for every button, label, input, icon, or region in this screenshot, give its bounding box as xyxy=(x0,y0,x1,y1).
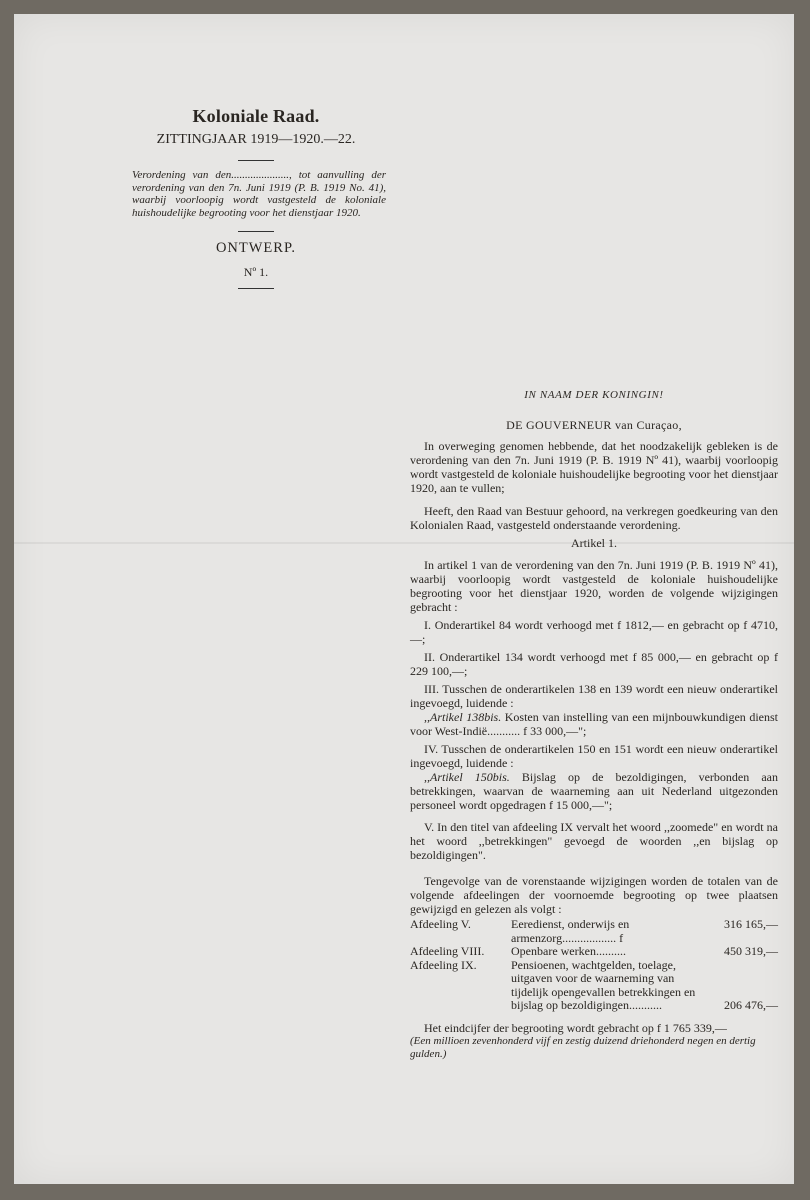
department-amount: 206 476,— xyxy=(724,998,778,1012)
document-page xyxy=(14,14,794,1184)
invocation: IN NAAM DER KONINGIN! xyxy=(524,389,664,401)
department-amount: 450 319,— xyxy=(724,944,778,958)
department-name: Afdeeling IX. xyxy=(410,957,477,972)
budget-total: Het eindcijfer der begrooting wordt gebracht op f 1 765 339,— xyxy=(424,1020,727,1035)
article-138bis-text: Kosten van instelling van een mijnbouwkundigen dienst voor West-Indië........... f 33 000,—"; xyxy=(410,710,778,738)
department-name: Afdeeling V. xyxy=(410,917,471,931)
department-amount: 316 165,— xyxy=(724,917,778,931)
article-intro: In artikel 1 van de verordening van den 7n. Juni 1919 (P. B. 1919 Nº 41), waarbij voorloopig wordt vastgesteld de koloniale huishoudelijke begrooting voor het dienstjaar 1920, worden de volgende wijzigingen gebracht : xyxy=(410,558,778,614)
department-description: Eeredienst, onderwijs en armenzorg.................. f xyxy=(511,917,630,945)
council-title: Koloniale Raad. xyxy=(192,106,320,126)
department-name: Afdeeling VIII. xyxy=(410,944,485,958)
amendment-v: V. In den titel van afdeeling IX vervalt het woord ,,zoomede" en wordt na het woord ,,betrekkingen" gevoegd de woorden ,,en bijslag op bezoldigingen". xyxy=(410,820,778,862)
article-150bis-label: ,,Artikel 150bis. xyxy=(424,770,510,784)
divider xyxy=(238,160,274,161)
amendment-i: I. Onderartikel 84 wordt verhoogd met f 1812,— en gebracht op f 4710,—; xyxy=(410,618,778,646)
draft-label: ONTWERP. xyxy=(215,240,297,256)
heard-paragraph: Heeft, den Raad van Bestuur gehoord, na verkregen goedkeuring van den Kolonialen Raad, vastgesteld onderstaande verordening. xyxy=(410,504,778,532)
department-totals-table xyxy=(410,918,778,1013)
header-block xyxy=(122,106,390,297)
session-year: ZITTINGJAAR 1919—1920.—22. xyxy=(156,132,356,147)
department-description: Pensioenen, wachtgelden, toelage, uitgaven voor de waarneming van tijdelijk opengevallen betrekkingen en bijslag op bezoldigingen........... xyxy=(511,957,696,1012)
considering-paragraph: In overweging genomen hebbende, dat het noodzakelijk gebleken is de verordening van den 7n. Juni 1919 (P. B. 1919 Nº 41), waarbij voorloopig wordt vastgesteld de koloniale huishoudelijke begrooting voor het dienstjaar 1920, aan te vullen; xyxy=(410,439,778,495)
budget-total-words: (Een millioen zevenhonderd vijf en zestig duizend driehonderd negen en dertig gulden.) xyxy=(410,1034,756,1060)
table-row xyxy=(410,918,778,945)
amendment-iii-text xyxy=(410,710,778,738)
divider xyxy=(238,288,274,289)
consequence-paragraph: Tengevolge van de vorenstaande wijzigingen worden de totalen van de volgende afdeelingen der voornoemde begrooting op twee plaatsen gewijzigd en gelezen als volgt : xyxy=(410,874,778,916)
article-150bis-text: Bijslag op de bezoldigingen, verbonden aan betrekkingen, waarvan de waarneming aan uit Nederland uitgezonden personeel wordt opgedragen f 15 000,—"; xyxy=(410,770,778,812)
governor-line: DE GOUVERNEUR van Curaçao, xyxy=(506,418,682,432)
divider xyxy=(238,231,274,232)
ordinance-text xyxy=(410,388,778,1061)
table-row xyxy=(410,959,778,1013)
department-description: Openbare werken.......... xyxy=(511,944,626,958)
article-heading: Artikel 1. xyxy=(571,536,617,550)
table-row xyxy=(410,945,778,959)
document-number: Nº 1. xyxy=(243,265,269,279)
amendment-ii: II. Onderartikel 134 wordt verhoogd met f 85 000,— en gebracht op f 229 100,—; xyxy=(410,650,778,678)
ordinance-description: Verordening van den....................., tot aanvulling der verordening van den 7n. Juni 1919 (P. B. 1919 No. 41), waarbij voorloopig wordt vastgesteld de koloniale huishoudelijke begrooting voor het dienstjaar 1920. xyxy=(132,169,386,219)
amendment-iv-intro: IV. Tusschen de onderartikelen 150 en 151 wordt een nieuw onderartikel ingevoegd, luidende : xyxy=(410,742,778,770)
amendment-iv-text xyxy=(410,770,778,812)
amendment-iii-intro: III. Tusschen de onderartikelen 138 en 139 wordt een nieuw onderartikel ingevoegd, luidende : xyxy=(410,682,778,710)
article-138bis-label: ,,Artikel 138bis. xyxy=(424,710,502,724)
